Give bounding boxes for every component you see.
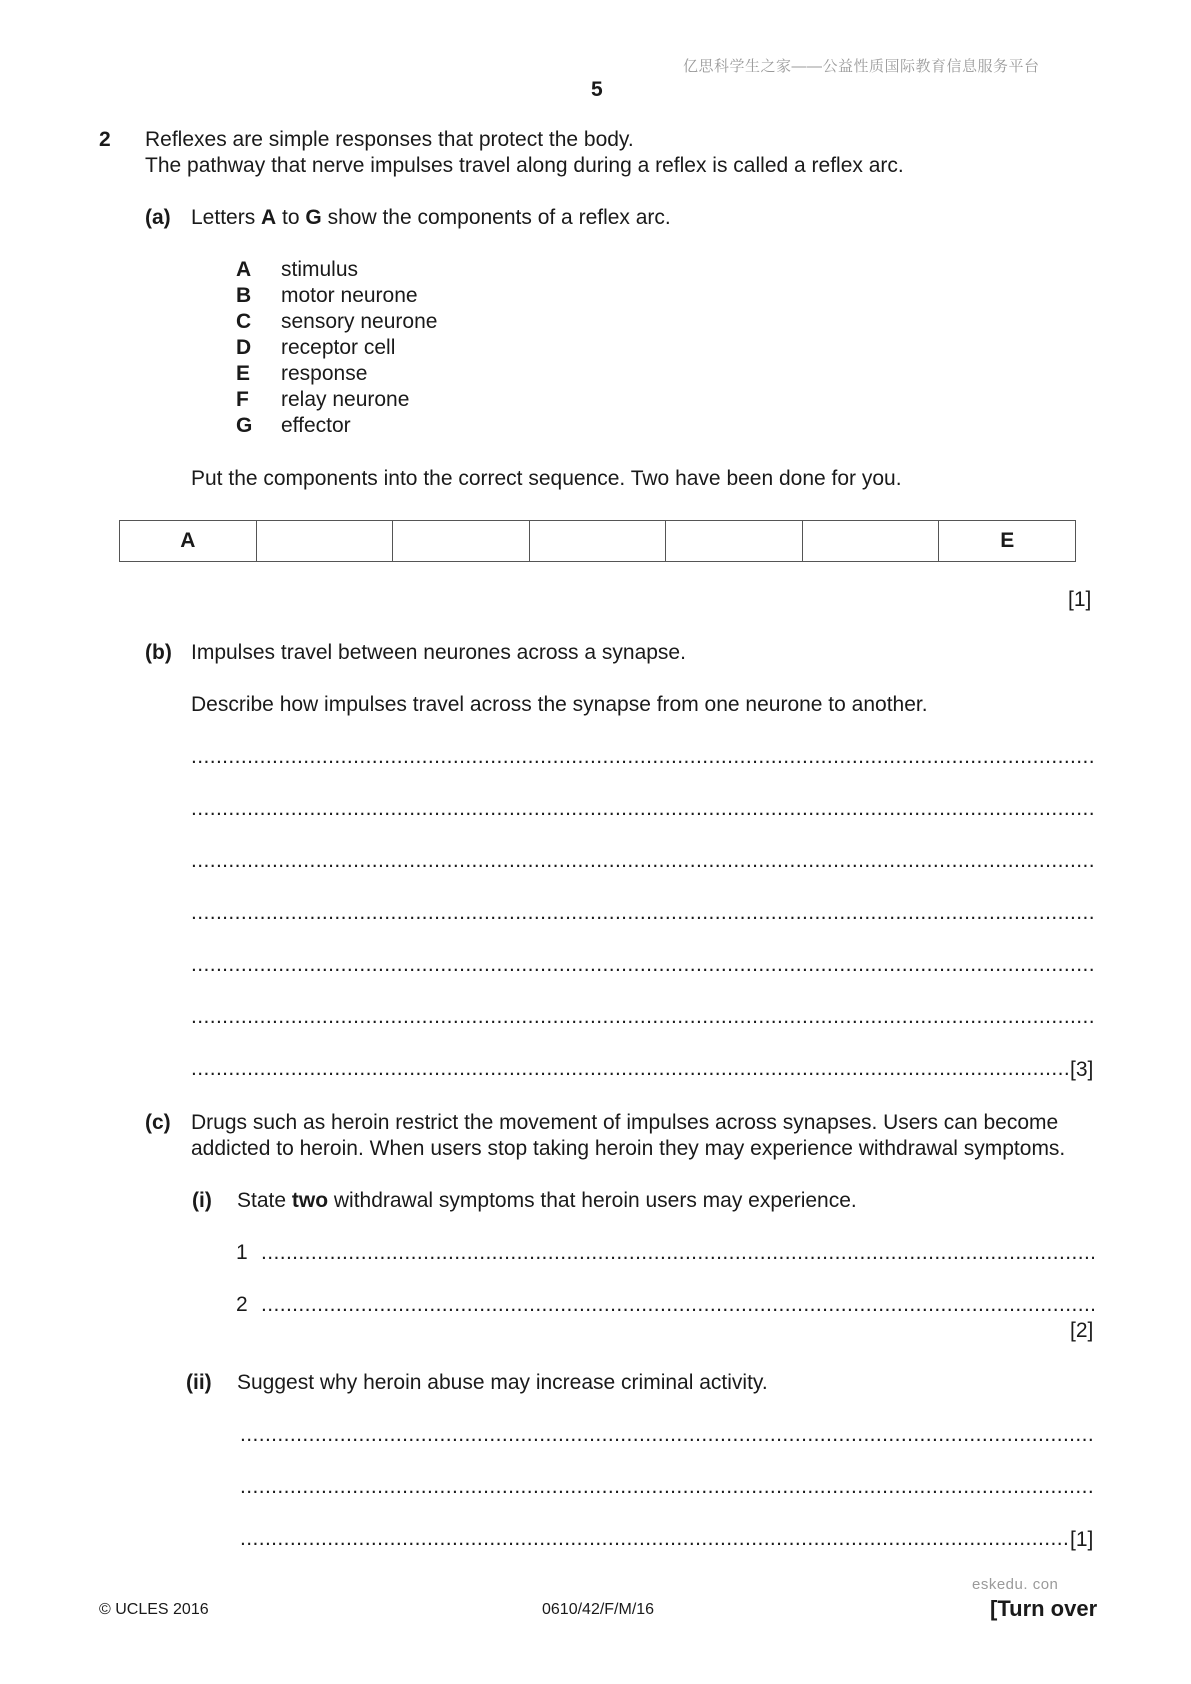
- component-text: motor neurone: [281, 284, 418, 307]
- footer-turn-over: [Turn over: [990, 1596, 1098, 1621]
- sequence-cell-3[interactable]: [393, 521, 530, 561]
- part-c-label: (c): [145, 1111, 171, 1134]
- footer-site-watermark: eskedu. con: [972, 1576, 1059, 1593]
- answer-line[interactable]: [240, 1475, 1094, 1499]
- part-c-i-label: (i): [192, 1189, 212, 1212]
- part-c-i-text: State two withdrawal symptoms that heroin users may experience.: [237, 1189, 857, 1212]
- sequence-cell-1[interactable]: A: [120, 521, 257, 561]
- component-letter: C: [236, 310, 252, 333]
- sequence-table: [119, 520, 1076, 562]
- answer-line[interactable]: [191, 797, 1094, 821]
- answer-line[interactable]: [240, 1527, 1070, 1551]
- answer-line[interactable]: [240, 1423, 1094, 1447]
- answer-line[interactable]: [191, 745, 1094, 769]
- sequence-cell-6[interactable]: [803, 521, 940, 561]
- answer-line[interactable]: [191, 901, 1094, 925]
- part-b-label: (b): [145, 641, 172, 664]
- part-a-text: Letters A to G show the components of a reflex arc.: [191, 206, 671, 229]
- part-c-i-marks: [2]: [1070, 1319, 1094, 1342]
- part-b-text-2: Describe how impulses travel across the synapse from one neurone to another.: [191, 693, 928, 716]
- part-a-label: (a): [145, 206, 171, 229]
- answer-line[interactable]: [261, 1293, 1094, 1317]
- part-b-text-1: Impulses travel between neurones across a synapse.: [191, 641, 686, 664]
- header-watermark: 亿思科学生之家——公益性质国际教育信息服务平台: [683, 58, 1040, 75]
- part-a-marks: [1]: [1068, 588, 1092, 611]
- sequence-cell-2[interactable]: [257, 521, 394, 561]
- part-c-ii-text: Suggest why heroin abuse may increase criminal activity.: [237, 1371, 768, 1394]
- part-a-instruction: Put the components into the correct sequence. Two have been done for you.: [191, 467, 902, 490]
- footer-copyright: © UCLES 2016: [99, 1601, 209, 1618]
- question-number: 2: [99, 128, 111, 151]
- part-c-ii-label: (ii): [186, 1371, 212, 1394]
- component-text: response: [281, 362, 368, 385]
- answer-number-2: 2: [236, 1293, 248, 1316]
- sequence-cell-5[interactable]: [666, 521, 803, 561]
- question-intro-line-1: Reflexes are simple responses that protect the body.: [145, 128, 634, 151]
- part-c-text-1: Drugs such as heroin restrict the movement of impulses across synapses. Users can become: [191, 1111, 1059, 1134]
- answer-number-1: 1: [236, 1241, 248, 1264]
- component-letter: E: [236, 362, 251, 385]
- component-text: receptor cell: [281, 336, 396, 359]
- component-text: effector: [281, 414, 351, 437]
- component-letter: F: [236, 388, 249, 411]
- component-letter: A: [236, 258, 252, 281]
- answer-line[interactable]: [261, 1241, 1094, 1265]
- sequence-cell-4[interactable]: [530, 521, 667, 561]
- component-text: relay neurone: [281, 388, 410, 411]
- component-letter: G: [236, 414, 253, 437]
- component-text: sensory neurone: [281, 310, 438, 333]
- component-text: stimulus: [281, 258, 359, 281]
- answer-line[interactable]: [191, 1005, 1094, 1029]
- answer-line[interactable]: [191, 953, 1094, 977]
- component-letter: B: [236, 284, 252, 307]
- question-intro-line-2: The pathway that nerve impulses travel along during a reflex is called a reflex arc.: [145, 154, 904, 177]
- answer-line[interactable]: [191, 849, 1094, 873]
- part-c-ii-marks: [1]: [1070, 1528, 1094, 1551]
- sequence-cell-7[interactable]: E: [1000, 529, 1015, 552]
- footer-paper-code: 0610/42/F/M/16: [542, 1601, 655, 1618]
- part-b-marks: [3]: [1070, 1058, 1094, 1081]
- page-number: 5: [591, 78, 603, 101]
- component-letter: D: [236, 336, 252, 359]
- answer-line[interactable]: [191, 1057, 1070, 1081]
- part-c-text-2: addicted to heroin. When users stop taking heroin they may experience withdrawal symptoms.: [191, 1137, 1066, 1160]
